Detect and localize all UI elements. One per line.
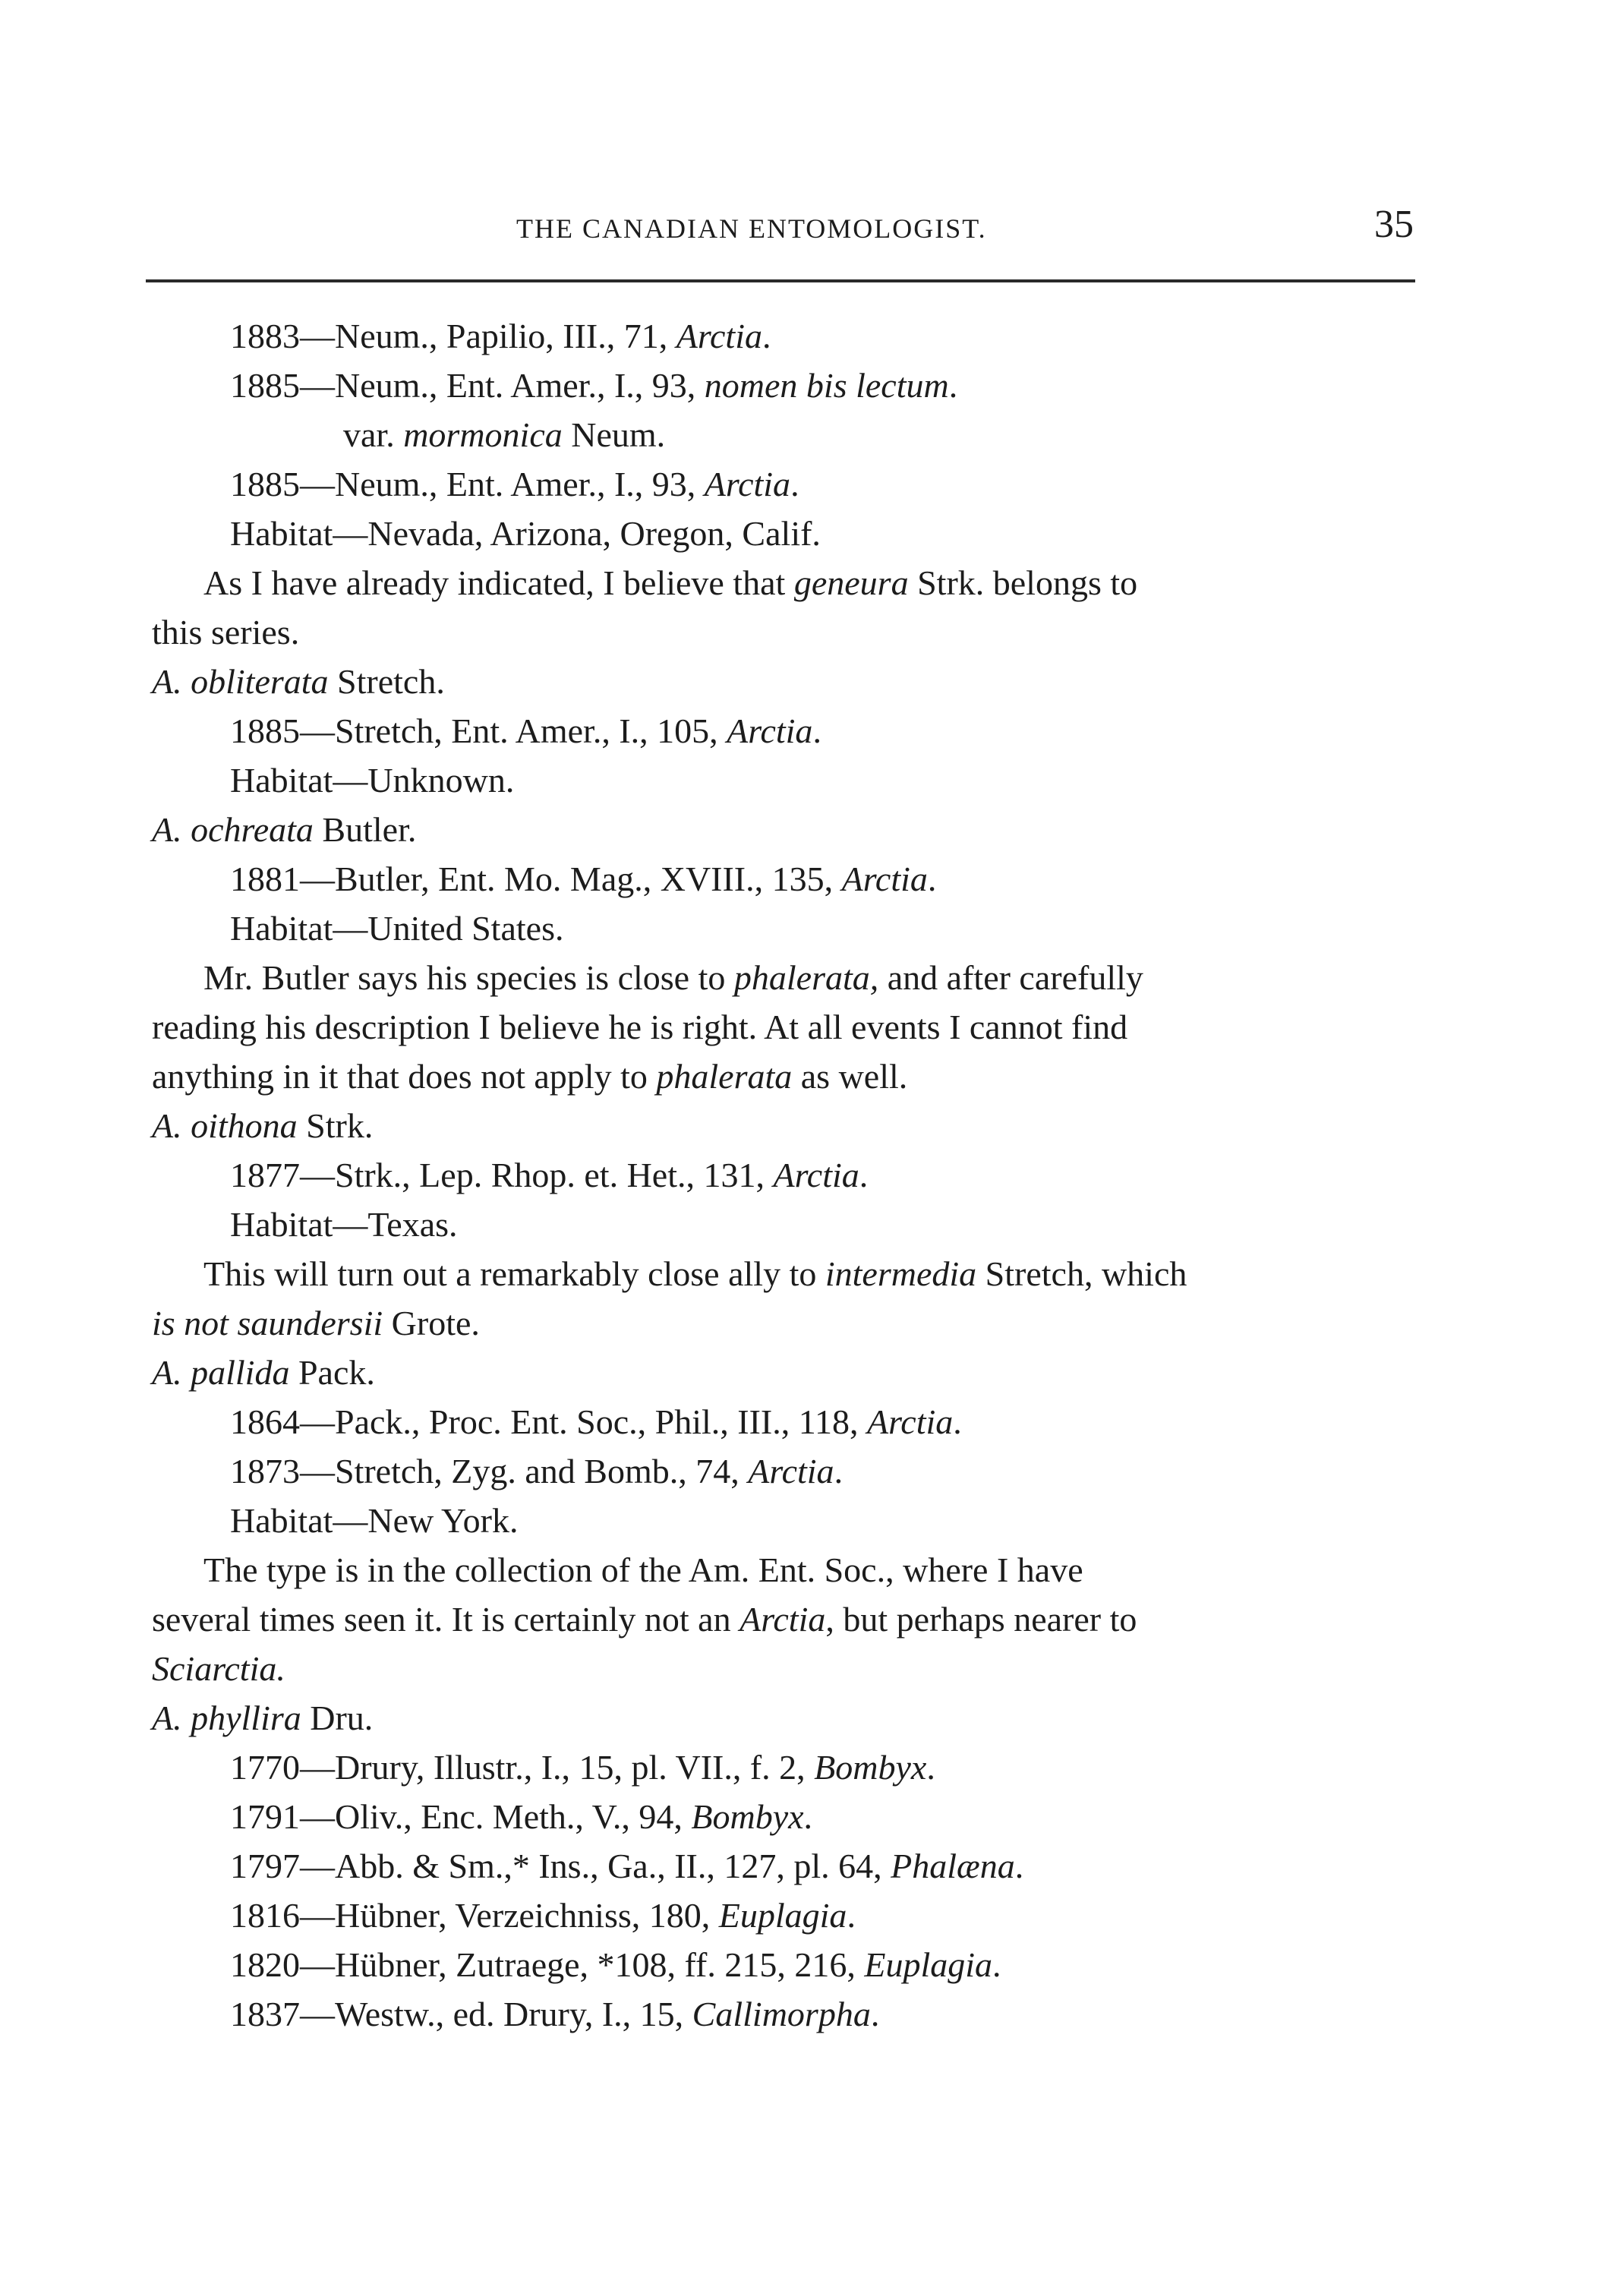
reference-line: 1770—Drury, Illustr., I., 15, pl. VII., f. 2, Bombyx. <box>230 1748 935 1787</box>
reference-line: 1885—Neum., Ent. Amer., I., 93, Arctia. <box>230 465 799 503</box>
paragraph-line: The type is in the collection of the Am. Ent. Soc., where I have <box>203 1550 1083 1589</box>
habitat-line: Habitat—New York. <box>230 1501 519 1540</box>
reference-line: 1877—Strk., Lep. Rhop. et. Het., 131, Arctia. <box>230 1156 869 1194</box>
page-number: 35 <box>1374 203 1414 246</box>
running-header: THE CANADIAN ENTOMOLOGIST. <box>516 213 987 244</box>
body-text <box>152 311 1420 2039</box>
paragraph-line: This will turn out a remarkably close ally to intermedia Stretch, which <box>203 1254 1187 1293</box>
paragraph-line: As I have already indicated, I believe that geneura Strk. belongs to <box>203 563 1138 602</box>
reference-line: 1797—Abb. & Sm.,* Ins., Ga., II., 127, pl. 64, Phalæna. <box>230 1847 1024 1885</box>
paragraph-line: reading his description I believe he is right. At all events I cannot find <box>152 1008 1128 1046</box>
paragraph-line: Mr. Butler says his species is close to phalerata, and after carefully <box>203 958 1143 997</box>
reference-line: 1864—Pack., Proc. Ent. Soc., Phil., III., 118, Arctia. <box>230 1402 962 1441</box>
reference-line: 1885—Neum., Ent. Amer., I., 93, nomen bis lectum. <box>230 366 958 405</box>
habitat-line: Habitat—Texas. <box>230 1205 458 1244</box>
paragraph-line: this series. <box>152 613 300 651</box>
reference-line: 1885—Stretch, Ent. Amer., I., 105, Arctia. <box>230 711 821 750</box>
reference-line: 1791—Oliv., Enc. Meth., V., 94, Bombyx. <box>230 1797 813 1836</box>
habitat-line: Habitat—Unknown. <box>230 761 515 800</box>
species-heading: A. ochreata Butler. <box>152 810 417 849</box>
habitat-line: Habitat—Nevada, Arizona, Oregon, Calif. <box>230 514 821 553</box>
paragraph-line: several times seen it. It is certainly not an Arctia, but perhaps nearer to <box>152 1600 1137 1639</box>
species-heading: A. oithona Strk. <box>152 1106 374 1145</box>
header-rule <box>146 279 1415 282</box>
reference-line: 1881—Butler, Ent. Mo. Mag., XVIII., 135, Arctia. <box>230 860 937 898</box>
reference-line: 1873—Stretch, Zyg. and Bomb., 74, Arctia. <box>230 1452 844 1490</box>
reference-line: 1883—Neum., Papilio, III., 71, Arctia. <box>230 317 771 355</box>
paragraph-line: anything in it that does not apply to phalerata as well. <box>152 1057 908 1096</box>
species-heading: A. phyllira Dru. <box>152 1699 374 1737</box>
species-heading: A. pallida Pack. <box>152 1353 375 1392</box>
habitat-line: Habitat—United States. <box>230 909 564 948</box>
variety-line: var. mormonica Neum. <box>343 415 666 454</box>
reference-line: 1837—Westw., ed. Drury, I., 15, Callimorpha. <box>230 1995 880 2033</box>
species-heading: A. obliterata Stretch. <box>152 662 445 701</box>
reference-line: 1820—Hübner, Zutraege, *108, ff. 215, 216, Euplagia. <box>230 1945 1001 1984</box>
paragraph-line: Sciarctia. <box>152 1649 285 1688</box>
paragraph-line: is not saundersii Grote. <box>152 1304 480 1342</box>
reference-line: 1816—Hübner, Verzeichniss, 180, Euplagia. <box>230 1896 856 1935</box>
